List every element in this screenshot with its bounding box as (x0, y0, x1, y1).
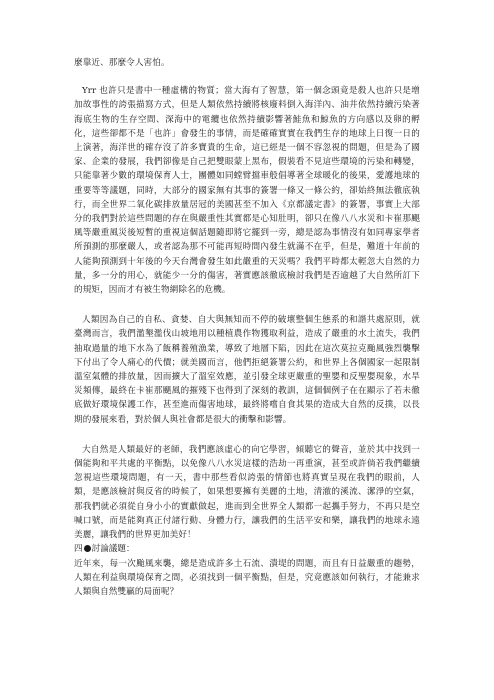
paragraph-yrr: Yrr 也許只是書中一種虛構的物質；當大海有了智慧，第一個念頭竟是殺人也許只是增加故事性的誇張描寫方式，但是人類依然持續將核廢料倒入海洋內、油井依然持續污染著海底生物的生存空間、深海中的電纜也依然持續影響著鮭魚和鯨魚的方向感以及卵的孵化，這些卻都不是「也許」會發生的事情，而是確確實實在我們生存的地球上日復一日的上演著，海洋世的確存沒了許多寶貴的生命，這已經是一個不容忽視的問題，但是為了國家、企業的發展，我們卻像是自己把雙眼蒙上黑布，假裝看不見這些環境的污染和轉變，只能靠著少數的環境保育人士，團體如同螳臂擋車般倡導著全球暖化的後果，愛護地球的重要等等議題，同時，大部分的國家無有其事的簽署一條又一條公約，卻始終無法徹底執行，而全世界二氧化碳排放量居冠的美國甚至不加入《京都議定書》的簽署，事實上大部分的我們對於這些問題的存在與嚴重性其實都是心知肚明，卻只在像八八水災和卡崔那颶風等嚴重風災後短暫的重視這個話題隨即將它擺到一旁，總是認為事情沒有如同專家學者所預測的那麼嚴人，或者認為那不可能再短時間內發生就滿不在乎，但是，難道十年前的人能夠預測到十年後的今天台灣會發生如此嚴重的天災嗎？我們平時都太輕忽大自然的力量，多一分的用心，就能少一分的傷害，著實應該徹底檢討我們是否逾越了大自然所訂下的規矩，因而才有被生物網除名的危機。 (74, 86, 420, 296)
paragraph-nature-teacher: 大自然是人類最好的老師，我們應該虛心的向它學習，傾聽它的聲音，並於其中找到一個能夠和平共處的平衡點，以免像八八水災這樣的浩劫一再重演，甚至或許倘若我們繼續忽視這些環境問題，有一天，書中那些看似誇張的情節也將真實呈現在我們的眼前，人類，是應該檢討與反省的時候了，如果想要擁有美麗的土地，清澈的溪流、潔淨的空氣，那我們就必須從自身小小的實獻做起，進而到全世界全人類都一起攜手努力，不再只是空喊口號，而是能夠真正付諸行動、身體力行，讓我們的生活平安和樂，讓我們的地球永遠美麗，讓我們的世界更加美好！ (74, 444, 420, 541)
section-heading-discussion (74, 542, 420, 556)
discussion-question: 近年來，每一次颱風來襲，總是造成許多土石流、潰堤的問題，而且有日益嚴重的趨勢，人類在利益與環境保育之間，必須找到一個平衡點，但是，究竟應該如何執行，才能兼求人類與自然雙贏的局面呢？ (74, 558, 420, 597)
paragraph-human-selfishness: 人類因為自己的自私、貪婪、自大與無知而不停的破壞整個生態系的和諧共處原則，就臺灣而言，我們濫墾濫伐山坡地用以種植農作物獲取利益，造成了嚴重的水土流失，我們抽取過量的地下水為了飯稱養殖漁業，導致了地層下陷，因此在這次莫拉克颱風強烈襲擊下付出了令人痛心的代價；就美國而言，他們拒絕簽署公約，和世界上各個國家一起限制溫室氣體的排放量，因而擴大了溫室效應，並引發全球更嚴重的聖嬰和反聖嬰現象，水旱災頻傳，最終在卡崔那颶風的摧殘下也得到了深刻的教訓，這個個例子在在顯示了若未徹底做好環境保護工作，甚至進而傷害地球，最終將嚐自食其果的造成大自然的反撲，以長期的發展來看，對於個人與社會都是很大的衝擊和影響。 (74, 315, 420, 425)
section-heading-label: 討論議題： (91, 544, 135, 555)
section-number: 四 (74, 544, 83, 555)
document-page (74, 56, 420, 599)
opening-line: 麼靠近、那麼令人害怕。 (74, 58, 170, 68)
bullet-icon (84, 545, 91, 552)
